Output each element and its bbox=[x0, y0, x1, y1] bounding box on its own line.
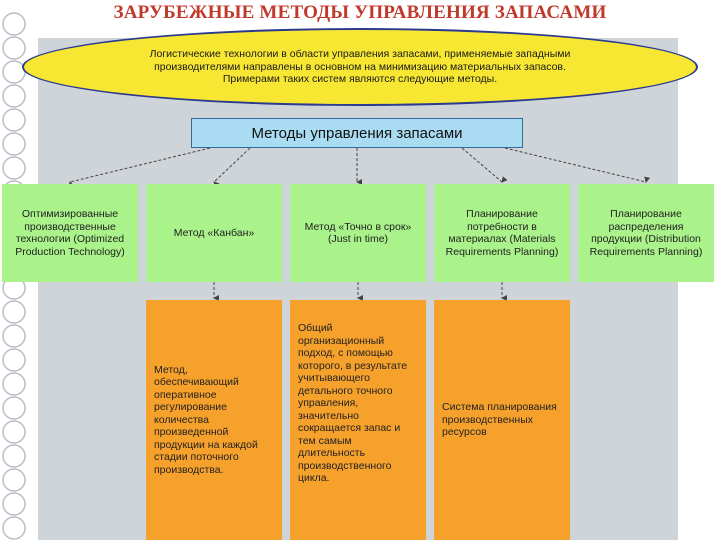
connector-root-method-1 bbox=[70, 148, 210, 182]
connector-root-method-2 bbox=[214, 148, 250, 182]
description-just-in-time: Общий организационный подход, с помощью которого, в результате учитывающего детального точного управления, значительно сокращается запас и тем самым длительность производственного цикла. bbox=[290, 300, 426, 540]
description-kanban: Метод, обеспечивающий оперативное регулирование количества произведенной продукции на каждой стадии поточного производства. bbox=[146, 300, 282, 540]
method-just-in-time: Метод «Точно в срок» (Just in time) bbox=[290, 184, 426, 282]
method-kanban: Метод «Канбан» bbox=[146, 184, 282, 282]
intro-text: Логистические технологии в области управления запасами, применяемые западными производителями направлены в основном на минимизацию материальных запасов. Примерами таких систем являются следующие методы. bbox=[149, 48, 571, 86]
slide-title: ЗАРУБЕЖНЫЕ МЕТОДЫ УПРАВЛЕНИЯ ЗАПАСАМИ bbox=[113, 2, 607, 23]
connector-root-method-4 bbox=[462, 148, 502, 182]
method-materials-requirements-planning: Планирование потребности в материалах (Materials Requirements Planning) bbox=[434, 184, 570, 282]
description-mrp: Система планирования производственных ресурсов bbox=[434, 300, 570, 540]
root-node: Методы управления запасами bbox=[191, 118, 523, 148]
method-optimized-production-technology: Оптимизированные производственные технологии (Optimized Production Technology) bbox=[2, 184, 138, 282]
method-distribution-requirements-planning: Планирование распределения продукции (Distribution Requirements Planning) bbox=[578, 184, 714, 282]
connector-root-method-5 bbox=[505, 148, 646, 182]
